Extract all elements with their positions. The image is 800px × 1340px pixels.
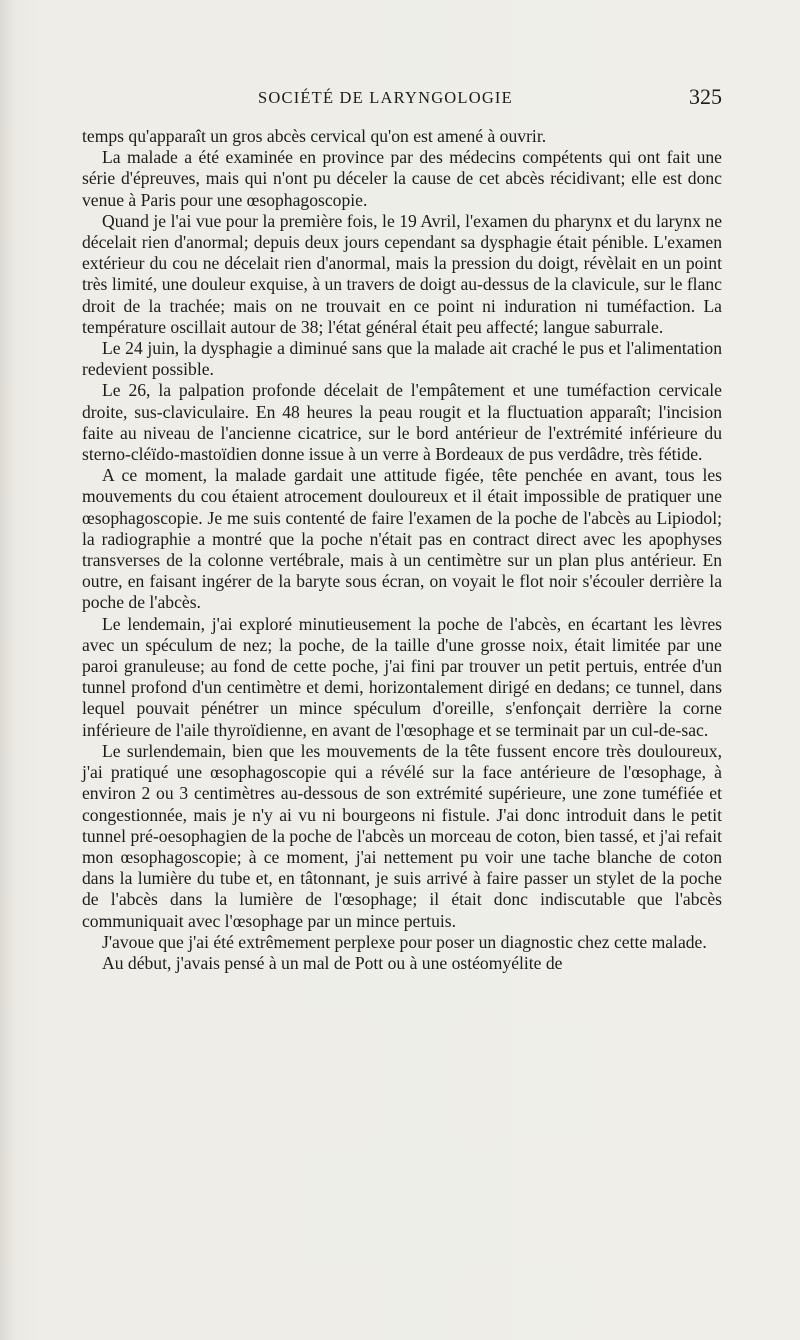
paragraph: La malade a été examinée en province par des médecins compétents qui ont fait une série d'épreuves, mais qui n'ont pu déceler la cause de cet abcès récidivant; elle est donc venue à Paris pour une œsophagoscopie.: [82, 147, 722, 210]
body-text: [82, 126, 722, 974]
paragraph: Quand je l'ai vue pour la première fois, le 19 Avril, l'examen du pharynx et du larynx ne décelait rien d'anormal; depuis deux jours cependant sa dysphagie était pénible. L'examen extérieur du cou ne décelait rien d'anormal, mais la pression du doigt, révèlait en un point très limité, une douleur exquise, à un travers de doigt au-dessus de la clavicule, sur le flanc droit de la trachée; mais on ne trouvait en ce point ni induration ni tuméfaction. La température oscillait autour de 38; l'état général était peu affecté; langue saburrale.: [82, 210, 722, 337]
paragraph: J'avoue que j'ai été extrêmement perplexe pour poser un diagnostic chez cette malade.: [102, 931, 707, 952]
page-number: 325: [689, 84, 722, 109]
paragraph: A ce moment, la malade gardait une attitude figée, tête penchée en avant, tous les mouvements du cou étaient atrocement douloureux et il était impossible de pratiquer une œsophagoscopie. Je me suis contenté de faire l'examen de la poche de l'abcès au Lipiodol; la radiographie a montré que la poche n'était pas en contract direct avec les apophyses transverses de la colonne vertébrale, mais à un centimètre sur un plan plus antérieur. En outre, en faisant ingérer de la baryte sous écran, on voyait le flot noir s'écouler derrière la poche de l'abcès.: [82, 465, 722, 613]
paragraph: Au début, j'avais pensé à un mal de Pott ou à une ostéomyélite de: [102, 952, 563, 973]
paragraph: Le 24 juin, la dysphagie a diminué sans que la malade ait craché le pus et l'alimentation redevient possible.: [82, 338, 722, 380]
paragraph: Le surlendemain, bien que les mouvements de la tête fussent encore très douloureux, j'ai pratiqué une œsophagoscopie qui a révélé sur la face antérieure de l'œsophage, à environ 2 ou 3 centimètres au-dessous de son extrémité supérieure, une zone tuméfiée et congestionnée, mais je n'y ai vu ni bourgeons ni fistule. J'ai donc introduit dans le petit tunnel pré-oesophagien de la poche de l'abcès un morceau de coton, bien tassé, et j'ai refait mon œsophagoscopie; à ce moment, j'ai nettement pu voir une tache blanche de coton dans la lumière du tube et, en tâtonnant, je suis arrivé à faire passer un stylet de la poche de l'abcès dans la lumière de l'œsophage; il était donc indiscutable que l'abcès communiquait avec l'œsophage par un mince pertuis.: [82, 740, 722, 931]
paragraph: temps qu'apparaît un gros abcès cervical qu'on est amené à ouvrir.: [82, 126, 547, 146]
paragraph: Le 26, la palpation profonde décelait de l'empâtement et une tuméfaction cervicale droite, sus-claviculaire. En 48 heures la peau rougit et la fluctuation apparaît; l'incision faite au niveau de l'ancienne cicatrice, sur le bord antérieur de l'extrémité inférieure du sterno-cléïdo-mastoïdien donne issue à un verre à Bordeaux de pus verdâdre, très fétide.: [82, 380, 722, 465]
running-title: SOCIÉTÉ DE LARYNGOLOGIE: [258, 88, 513, 107]
paragraph: Le lendemain, j'ai exploré minutieusement la poche de l'abcès, en écartant les lèvres avec un spéculum de nez; la poche, de la taille d'une grosse noix, était limitée par une paroi granuleuse; au fond de cette poche, j'ai fini par trouver un petit pertuis, entrée d'un tunnel profond d'un centimètre et demi, horizontalement dirigé en dedans; ce tunnel, dans lequel pouvait pénétrer un mince spéculum d'oreille, s'enfonçait derrière la corne inférieure de l'aile thyroïdienne, en avant de l'œsophage et se terminait par un cul-de-sac.: [82, 613, 722, 740]
page-header: [82, 84, 722, 114]
